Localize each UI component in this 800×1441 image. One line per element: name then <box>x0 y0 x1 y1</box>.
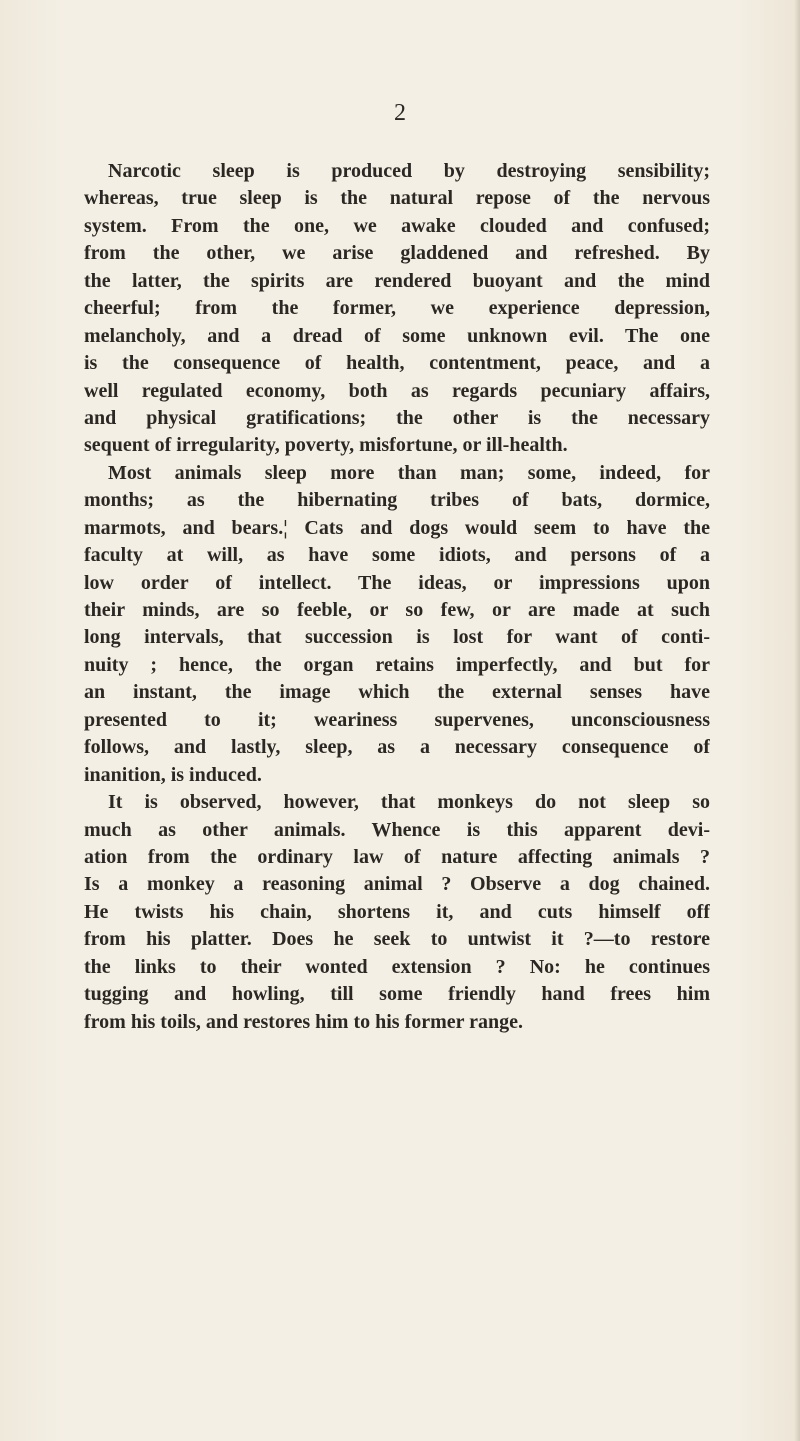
page-number: 2 <box>394 100 406 126</box>
text-line: from his toils, and restores him to his former range. <box>84 1010 524 1033</box>
text-line: faculty at will, as have some idiots, and persons of a <box>84 544 710 567</box>
text-line: whereas, true sleep is the natural repose of the nervous <box>84 187 710 210</box>
text-line: from his platter. Does he seek to untwist it ?—to restore <box>84 928 710 951</box>
page-edge-shadow <box>794 0 800 1441</box>
text-line: an instant, the image which the external senses have <box>84 681 710 704</box>
text-line: their minds, are so feeble, or so few, or are made at such <box>84 599 710 621</box>
text-line: marmots, and bears.¦ Cats and dogs would seem to have the <box>84 516 710 539</box>
body-text <box>84 158 710 1036</box>
text-line: Is a monkey a reasoning animal ? Observe a dog chained. <box>84 873 710 896</box>
text-line: low order of intellect. The ideas, or impressions upon <box>84 571 710 594</box>
text-line: Narcotic sleep is produced by destroying sensibility; <box>108 160 710 182</box>
text-line: Most animals sleep more than man; some, indeed, for <box>108 461 710 484</box>
text-line: tugging and howling, till some friendly hand frees him <box>84 983 710 1006</box>
text-line: the latter, the spirits are rendered buoyant and the mind <box>84 269 710 292</box>
text-line: inanition, is induced. <box>84 763 262 786</box>
text-line: follows, and lastly, sleep, as a necessary consequence of <box>84 736 710 759</box>
text-line: ation from the ordinary law of nature affecting animals ? <box>84 845 710 868</box>
text-line: system. From the one, we awake clouded and confused; <box>84 214 710 237</box>
text-line: melancholy, and a dread of some unknown evil. The one <box>84 324 710 347</box>
text-line: much as other animals. Whence is this apparent devi- <box>84 818 710 841</box>
text-line: and physical gratifications; the other is the necessary <box>84 406 710 429</box>
text-line: the links to their wonted extension ? No: he continues <box>84 955 710 978</box>
text-line: from the other, we arise gladdened and refreshed. By <box>84 242 710 265</box>
text-line: It is observed, however, that monkeys do not sleep so <box>108 791 710 814</box>
text-line: long intervals, that succession is lost for want of conti- <box>84 626 710 649</box>
text-line: He twists his chain, shortens it, and cuts himself off <box>84 900 710 923</box>
text-line: is the consequence of health, contentment, peace, and a <box>84 352 710 375</box>
text-line: presented to it; weariness supervenes, unconsciousness <box>84 708 710 731</box>
text-line: well regulated economy, both as regards pecuniary affairs, <box>84 379 710 402</box>
text-line: sequent of irregularity, poverty, misfortune, or ill-health. <box>84 434 568 457</box>
text-line: months; as the hibernating tribes of bats, dormice, <box>84 489 710 512</box>
text-line: cheerful; from the former, we experience depression, <box>84 297 710 320</box>
text-line: nuity ; hence, the organ retains imperfectly, and but for <box>84 653 710 676</box>
